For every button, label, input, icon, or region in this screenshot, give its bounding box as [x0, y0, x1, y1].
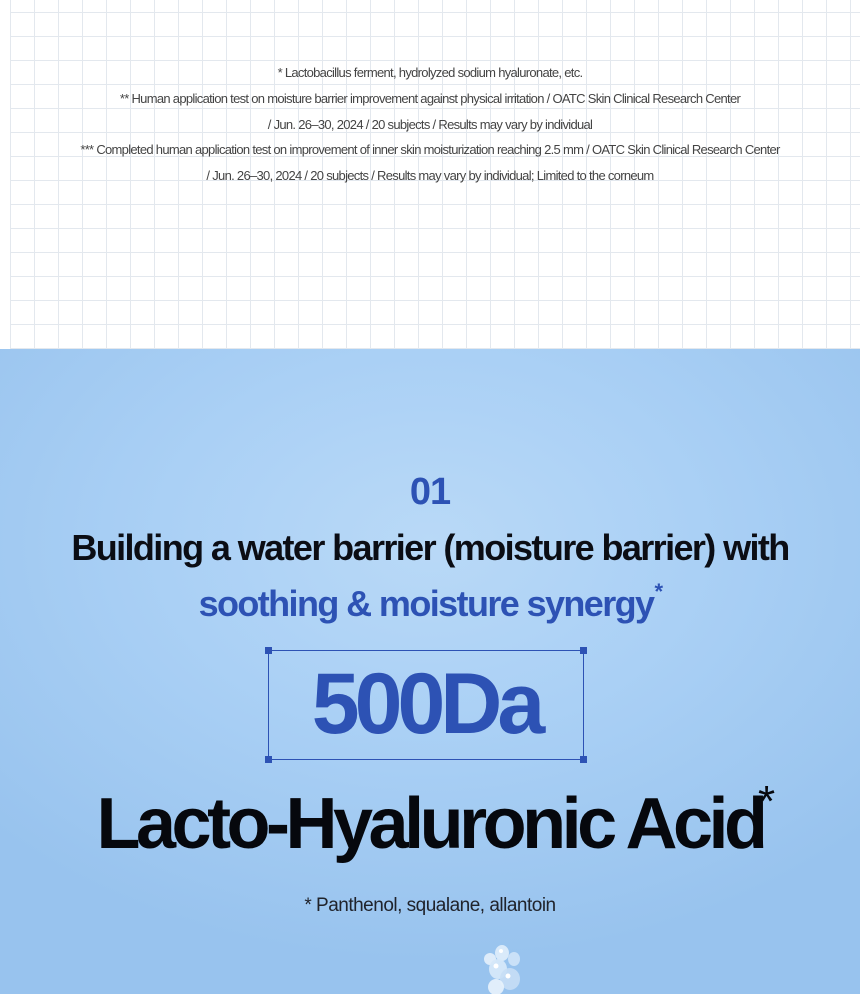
- molecular-size-frame: [268, 650, 584, 760]
- feature-number: 01: [409, 471, 451, 513]
- frame-handle-icon: [580, 647, 587, 654]
- footnote-line-1: * Lactobacillus ferment, hydrolyzed sodium hyaluronate, etc.: [277, 65, 583, 80]
- feature-headline-line-2: [0, 579, 860, 625]
- product-ingredient-name: [0, 777, 860, 865]
- molecular-size-value: 500Da: [311, 656, 541, 752]
- footnote-section: [0, 0, 860, 349]
- feature-headline-highlight: soothing & moisture synergy: [198, 583, 654, 624]
- footnote-line-5: / Jun. 26–30, 2024 / 20 subjects / Results may vary by individual; Limited to the corneum: [206, 168, 654, 184]
- footnotes: [0, 60, 860, 189]
- frame-handle-icon: [580, 756, 587, 763]
- ingredient-name-text: Lacto-Hyaluronic Acid: [96, 784, 764, 864]
- frame-handle-icon: [265, 647, 272, 654]
- footnote-mark: *: [654, 579, 662, 604]
- water-droplet-icon: [470, 937, 560, 994]
- feature-headline-line-1: Building a water barrier (moisture barrier) with: [71, 527, 789, 568]
- frame-handle-icon: [265, 756, 272, 763]
- footnote-line-4: *** Completed human application test on improvement of inner skin moisturization reaching 2.5 mm / OATC Skin Clinical Research Center: [80, 142, 780, 158]
- footnote-line-3: / Jun. 26–30, 2024 / 20 subjects / Results may vary by individual: [267, 116, 593, 132]
- ingredients-note: * Panthenol, squalane, allantoin: [304, 895, 556, 916]
- ingredient-footnote-mark: *: [758, 777, 776, 826]
- footnote-line-2: ** Human application test on moisture barrier improvement against physical irritation / OATC Skin Clinical Research Center: [119, 90, 741, 106]
- feature-section: [0, 349, 860, 994]
